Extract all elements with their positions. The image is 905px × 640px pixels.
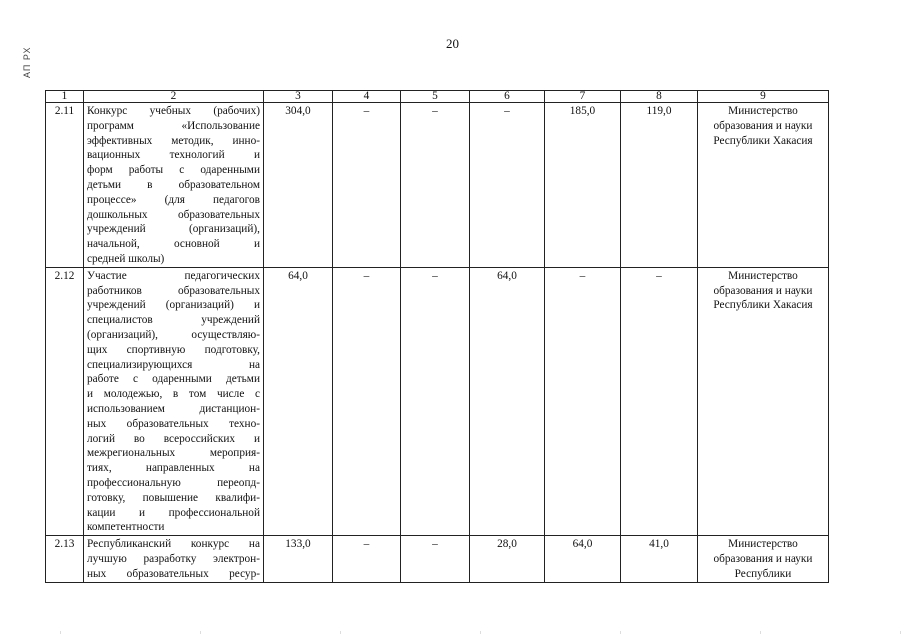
table-row — [46, 267, 829, 535]
column-header: 6 — [470, 91, 545, 103]
row-description — [84, 267, 264, 535]
year-value: – — [621, 267, 698, 535]
year-value: – — [333, 103, 401, 268]
description-line: учреждений (организаций), — [87, 223, 260, 236]
description-line: специалистов учреждений — [87, 314, 260, 327]
table-header-row — [46, 91, 829, 103]
scan-edge-noise — [0, 631, 905, 634]
column-header: 2 — [84, 91, 264, 103]
description-line: форм работы с одаренными — [87, 164, 260, 177]
row-description — [84, 536, 264, 582]
description-line: ных образовательных техно- — [87, 417, 260, 430]
year-value: – — [333, 536, 401, 582]
column-header: 1 — [46, 91, 84, 103]
description-line: эффективных методик, инно- — [87, 134, 260, 147]
description-line: учреждений (организаций) и — [87, 299, 260, 312]
description-line: компетентности — [87, 521, 165, 534]
description-line: Конкурс учебных (рабочих) — [87, 105, 260, 117]
year-value: 28,0 — [470, 536, 545, 582]
description-line: дошкольных образовательных — [87, 208, 260, 221]
description-line: специализирующихся на — [87, 358, 260, 371]
description-line: (организаций), осуществляю- — [87, 328, 260, 341]
description-line: межрегиональных мероприя- — [87, 447, 260, 460]
description-line: логий во всероссийских и — [87, 432, 260, 445]
responsible-organization: Министерство образования и науки Республики Хакасия — [698, 103, 829, 268]
description-line: Республиканский конкурс на — [87, 538, 260, 551]
year-value: 64,0 — [545, 536, 621, 582]
description-line: использованием дистанцион- — [87, 402, 260, 415]
description-line: ных образовательных ресур- — [87, 567, 260, 580]
description-line: готовку, повышение квалифи- — [87, 491, 260, 504]
row-number: 2.13 — [46, 536, 84, 582]
total-value: 133,0 — [264, 536, 333, 582]
description-line: работе с одаренными детьми — [87, 373, 260, 386]
year-value: – — [470, 103, 545, 268]
column-header: 5 — [401, 91, 470, 103]
page-number: 20 — [446, 36, 459, 51]
description-line: и молодежью, в том числе с — [87, 388, 260, 401]
total-value: 304,0 — [264, 103, 333, 268]
row-number: 2.12 — [46, 267, 84, 535]
column-header: 3 — [264, 91, 333, 103]
description-line: профессиональную переопд- — [87, 476, 260, 489]
column-header: 9 — [698, 91, 829, 103]
year-value: – — [401, 536, 470, 582]
column-header: 4 — [333, 91, 401, 103]
description-line: процессе» (для педагогов — [87, 193, 260, 206]
responsible-organization: Министерство образования и науки Республики Хакасия — [698, 267, 829, 535]
description-line: детьми в образовательном — [87, 178, 260, 191]
year-value: – — [545, 267, 621, 535]
row-number: 2.11 — [46, 103, 84, 268]
year-value: – — [333, 267, 401, 535]
description-line: начальной, основной и — [87, 238, 260, 251]
year-value: – — [401, 267, 470, 535]
responsible-organization: Министерство образования и науки Республики — [698, 536, 829, 582]
description-line: работников образовательных — [87, 284, 260, 297]
description-line: щих спортивную подготовку, — [87, 343, 260, 356]
description-line: вационных технологий и — [87, 149, 260, 162]
description-line: лучшую разработку электрон- — [87, 552, 260, 565]
archive-side-stamp: АП РХ — [22, 46, 32, 78]
year-value: 185,0 — [545, 103, 621, 268]
column-header: 7 — [545, 91, 621, 103]
table-row — [46, 103, 829, 268]
row-description — [84, 103, 264, 268]
year-value: 41,0 — [621, 536, 698, 582]
description-line: средней школы) — [87, 252, 165, 265]
column-header: 8 — [621, 91, 698, 103]
table-row — [46, 536, 829, 582]
year-value: 64,0 — [470, 267, 545, 535]
description-line: Участие педагогических — [87, 269, 260, 282]
total-value: 64,0 — [264, 267, 333, 535]
description-line: программ «Использование — [87, 119, 260, 132]
description-line: кации и профессиональной — [87, 506, 260, 519]
program-table — [45, 90, 829, 583]
description-line: тиях, направленных на — [87, 462, 260, 475]
year-value: 119,0 — [621, 103, 698, 268]
year-value: – — [401, 103, 470, 268]
